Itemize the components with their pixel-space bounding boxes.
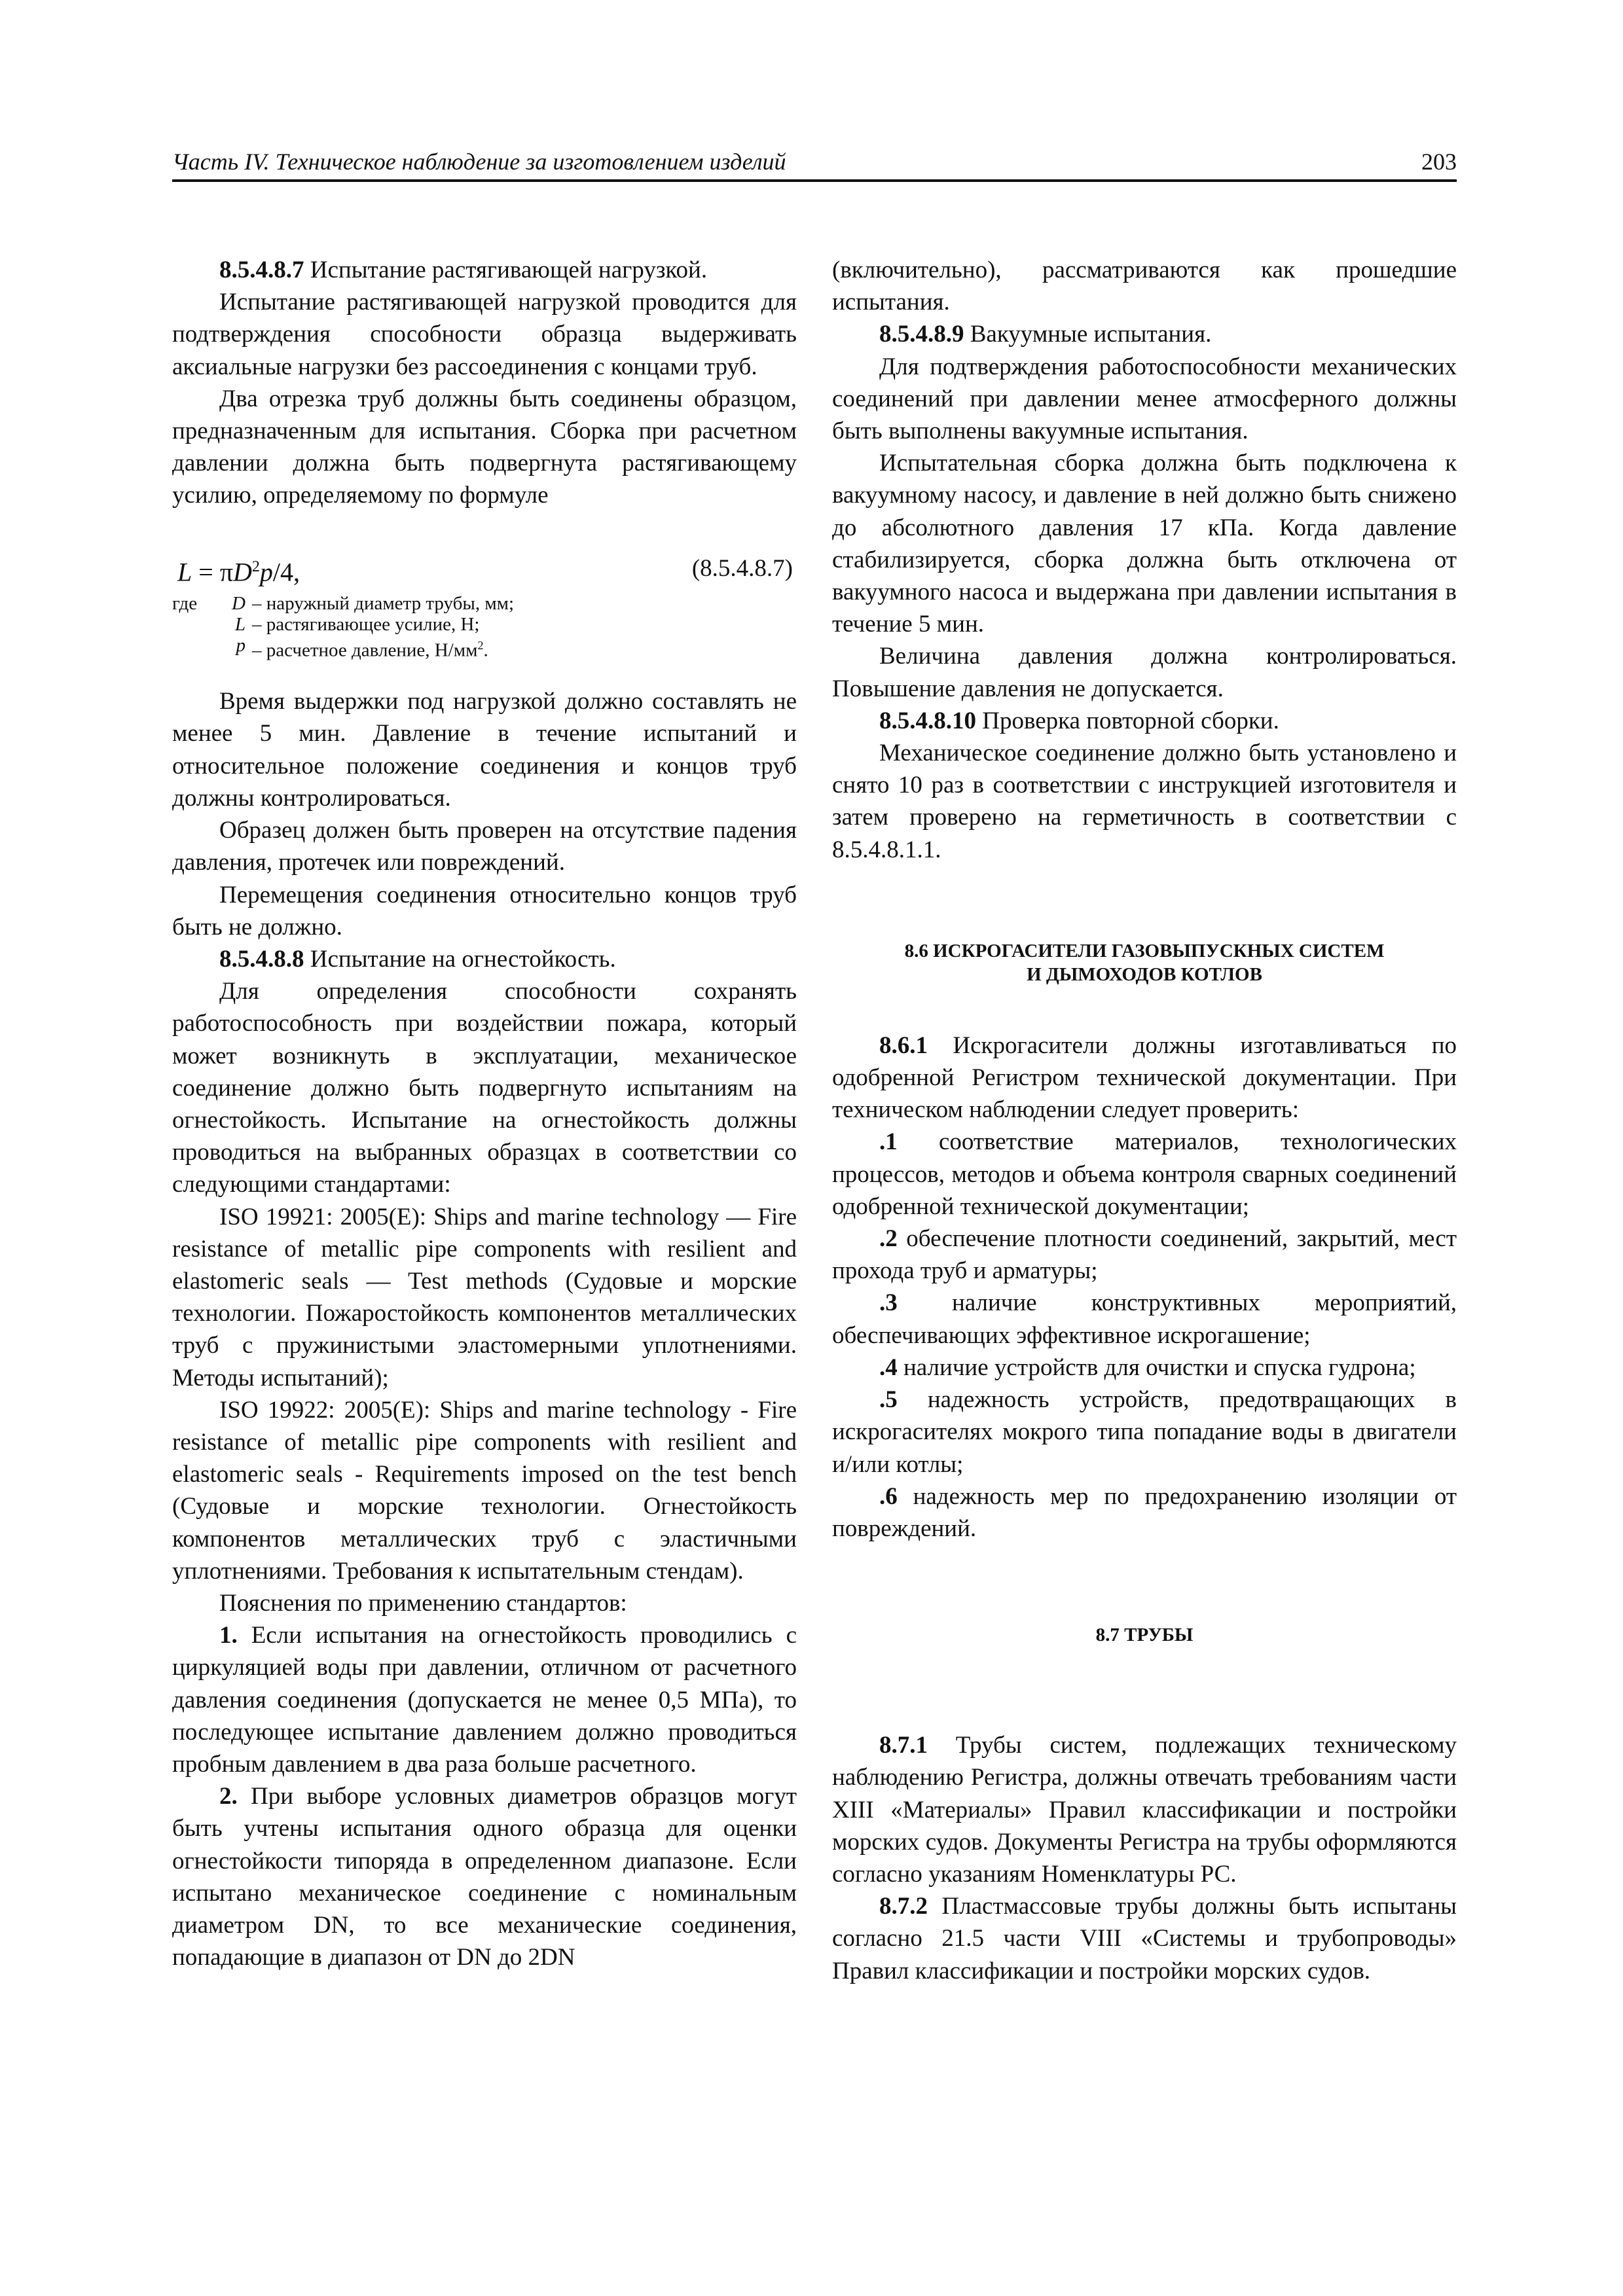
paragraph: Два отрезка труб должны быть соединены образцом, предназначенным для испытания. Сборка при расчетном давлении должна быть подвергнута растягивающему усилию, определяемому по формуле [172,385,797,509]
paragraph: Для определения способности сохранять работоспособность при воздействии пожара, который может возникнуть в эксплуатации, механическое соединение должно быть подвергнуто испытаниям на огнестойкость. Испытание на огнестойкость должны проводиться на выбранных образцах в соответствии со следующими стандартами: [172,978,797,1198]
page-number: 203 [1421,149,1457,175]
list-item: .5 надежность устройств, предотвращающих в искрогасителях мокрого типа попадание воды в двигатели и/или котлы; [832,1386,1457,1478]
section-title: Испытание на огнестойкость. [304,945,616,973]
section-8-7-1: 8.7.1 Трубы систем, подлежащих техническому наблюдению Регистра, должны отвечать требованиям части XIII «Материалы» Правил классификации и постройки морских судов. Документы Регистра на трубы оформляются согласно указаниям Номенклатуры РС. [832,1732,1457,1888]
section-8-5-4-8-10-heading [832,705,1457,737]
section-8-5-4-8-9-heading [832,318,1457,350]
section-title: Испытание растягивающей нагрузкой. [304,257,708,283]
section-heading-8-7: 8.7 ТРУБЫ [1095,1624,1194,1646]
running-header-title: Часть IV. Техническое наблюдение за изготовлением изделий [172,149,786,175]
list-item: .4 наличие устройств для очистки и спуска гудрона; [879,1354,1416,1381]
section-heading-8-6: 8.6 ИСКРОГАСИТЕЛИ ГАЗОВЫПУСКНЫХ СИСТЕМ И ДЫМОХОДОВ КОТЛОВ [904,940,1385,985]
right-column [832,254,1457,1987]
paragraph: ISO 19922: 2005(E): Ships and marine technology - Fire resistance of metallic pipe components with resilient and elastomeric seals - Requirements imposed on the test bench (Судовые и морские технологии. Огнестойкость компонентов металлических труб с эластичными уплотнениями. Требования к испытательным стендам). [172,1396,797,1585]
paragraph: Пояснения по применению стандартов: [219,1589,627,1617]
legend-row: p – расчетное давление, $Н/мм^2$. [236,634,488,661]
list-item: .1 соответствие материалов, технологических процессов, методов и объема контроля сварных соединений одобренной технической документации; [832,1128,1457,1220]
legend-row: L – растягивающее усилие, Н; [234,613,480,635]
paragraph: Величина давления должна контролироваться. Повышение давления не допускается. [832,643,1457,702]
paragraph: (включительно), рассматриваются как прошедшие испытания. [832,257,1457,316]
paragraph: Время выдержки под нагрузкой должно составлять не менее 5 мин. Давление в течение испытаний и относительное положение соединения и концов труб должны контролироваться. [172,688,797,812]
legend-row: где D – наружный диаметр трубы, мм; [172,592,515,614]
list-item: .6 надежность мер по предохранению изоляции от повреждений. [832,1482,1457,1542]
section-8-5-4-8-7-heading [172,254,797,286]
paragraph: Испытание растягивающей нагрузкой проводится для подтверждения способности образца выдерживать аксиальные нагрузки без рассоединения с концами труб. [172,289,797,380]
paragraph: Образец должен быть проверен на отсутствие падения давления, протечек или повреждений. [172,817,797,876]
paragraph: Перемещения соединения относительно концов труб быть не должно. [172,881,797,941]
section-number: 8.5.4.8.10 [879,707,976,734]
section-number: 8.5.4.8.8 [219,945,304,973]
section-title: Проверка повторной сборки. [976,707,1279,734]
left-column [172,254,797,1973]
list-item: .3 наличие конструктивных мероприятий, обеспечивающих эффективное искрогашение; [832,1289,1457,1349]
formula [172,547,797,589]
section-8-6-1: 8.6.1 Искрогасители должны изготавливаться по одобренной Регистром технической документации. При техническом наблюдении следует проверить: [832,1031,1457,1124]
formula-expression: $L = \pi D^2p/4$, [177,556,301,586]
section-number: 8.5.4.8.9 [879,321,964,348]
formula-number: (8.5.4.8.7) [691,554,793,582]
numbered-note: 1. Если испытания на огнестойкость проводились с циркуляцией воды при давлении, отличном от расчетного давления соединения (допускается не менее 0,5 МПа), то последующее испытание давлением должно проводиться пробным давлением в два раза больше расчетного. [172,1622,797,1778]
paragraph: Механическое соединение должно быть установлено и снято 10 раз в соответствии с инструкцией изготовителя и затем проверено на герметичность в соответствии с 8.5.4.8.1.1. [832,740,1457,863]
section-8-7-2: 8.7.2 Пластмассовые трубы должны быть испытаны согласно 21.5 части VIII «Системы и трубопроводы» Правил классификации и постройки морских судов. [832,1893,1457,1984]
section-number: 8.5.4.8.7 [219,257,304,283]
list-item: .2 обеспечение плотности соединений, закрытий, мест прохода труб и арматуры; [832,1225,1457,1285]
running-header [172,139,1457,182]
section-8-5-4-8-8-heading [172,943,797,975]
numbered-note: 2. При выборе условных диаметров образцов могут быть учтены испытания одного образца для оценки огнестойкости типоряда в определенном диапазоне. Если испытано механическое соединение с номинальным диаметром DN, то все механические соединения, попадающие в диапазон от DN до 2DN [172,1783,797,1971]
section-title: Вакуумные испытания. [964,321,1212,348]
formula-legend [172,593,797,661]
paragraph: Для подтверждения работоспособности механических соединений при давлении менее атмосферного должны быть выполнены вакуумные испытания. [832,353,1457,445]
paragraph: Испытательная сборка должна быть подключена к вакуумному насосу, и давление в ней должно быть снижено до абсолютного давления 17 кПа. Когда давление стабилизируется, сборка должна быть отключена от вакуумного насоса и выдержана при давлении испытания в течение 5 мин. [832,450,1457,638]
paragraph: ISO 19921: 2005(E): Ships and marine technology — Fire resistance of metallic pipe components with resilient and elastomeric seals — Test methods (Судовые и морские технологии. Пожаростойкость компонентов металлических труб с пружинистыми эластомерными уплотнениями. Методы испытаний); [172,1203,797,1391]
